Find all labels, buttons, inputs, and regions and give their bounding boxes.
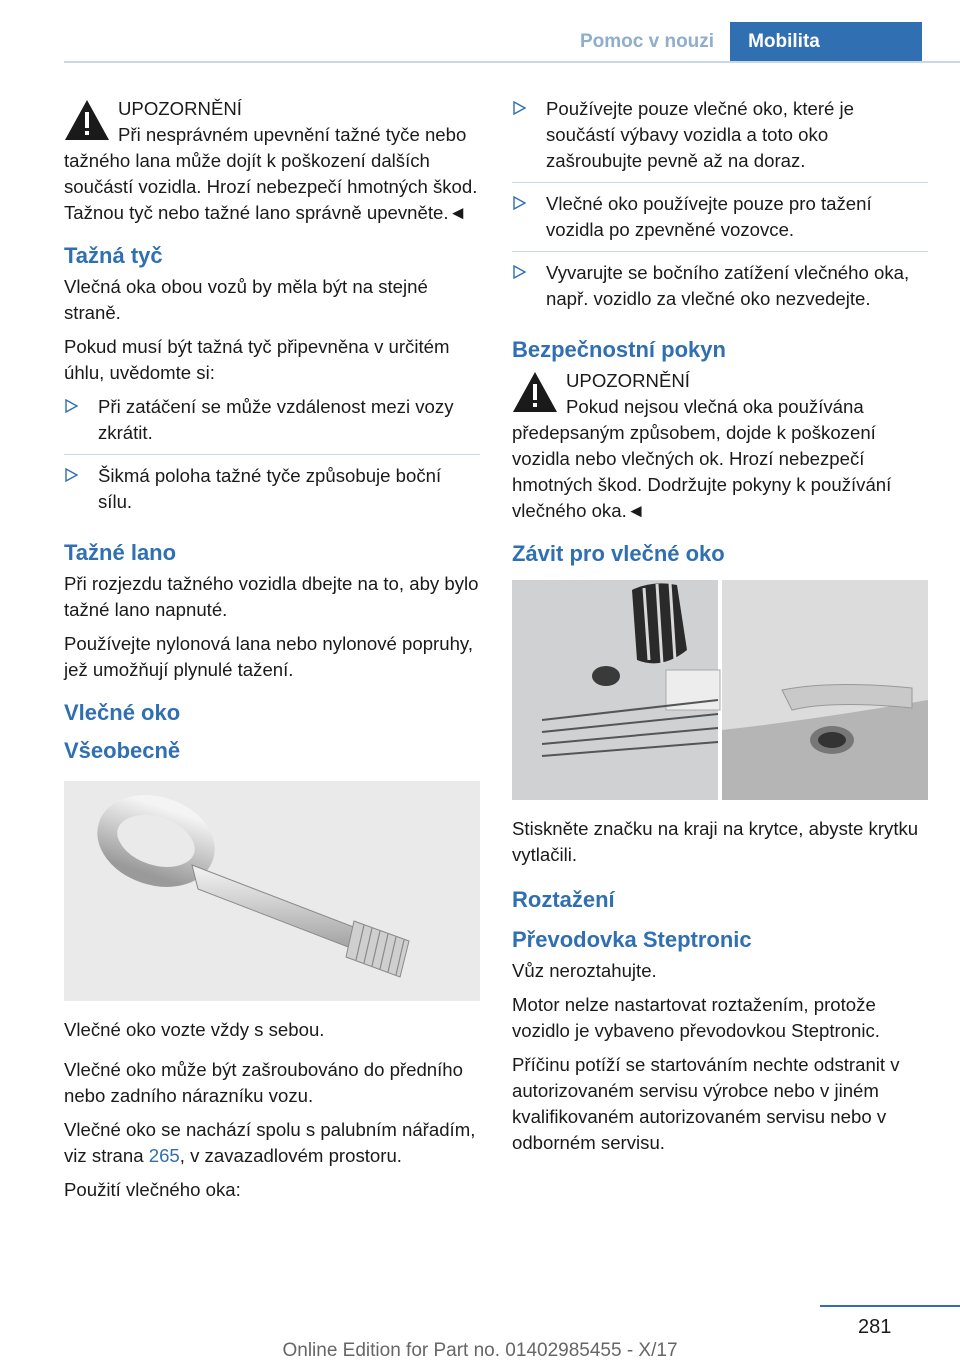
paragraph: Vůz neroztahujte.	[512, 960, 657, 981]
heading-thread: Závit pro vlečné oko	[512, 541, 725, 566]
subheading-steptronic: Převodovka Steptronic	[512, 927, 752, 952]
warning-text: Pokud nejsou vlečná oka používána předepsaným způsobem, dojde k poškození vozidla nebo vlečných ok. Hrozí nebezpečí hmotných škod. Dodržujte pokyny k používání vlečného oka.◄	[512, 396, 892, 521]
footer-divider	[820, 1305, 960, 1307]
warning-title: UPOZORNĚNÍ	[118, 98, 242, 119]
list-item: Používejte pouze vlečné oko, které je součástí výbavy vozidla a toto oko zašroubujte pevně až na doraz.	[512, 96, 928, 183]
list-item: Vyvarujte se bočního zatížení vlečného oka, např. vozidlo za vlečné oko nezvedejte.	[512, 260, 928, 320]
tab-chapter[interactable]: Mobilita	[730, 22, 922, 62]
warning-title: UPOZORNĚNÍ	[566, 370, 690, 391]
warning-box	[64, 96, 480, 226]
page-number: 281	[858, 1316, 892, 1338]
paragraph: Vlečné oko se nachází spolu s palubním nářadím, viz strana 265, v zavazadlovém prostoru.	[64, 1119, 476, 1166]
paragraph: Použití vlečného oka:	[64, 1179, 241, 1200]
heading-tow-start: Roztažení	[512, 887, 615, 912]
list-item: Při zatáčení se může vzdálenost mezi vozy zkrátit.	[64, 394, 480, 455]
paragraph: Při rozjezdu tažného vozidla dbejte na to, aby bylo tažné lano napnuté.	[64, 573, 479, 620]
header-divider	[64, 61, 960, 63]
paragraph: Příčinu potíží se startováním nechte odstranit v autorizovaném servisu výrobce nebo v jiném kvalifikovaném autorizovaném servisu nebo v odborném servisu.	[512, 1054, 900, 1153]
triangle-bullet-icon	[512, 265, 526, 279]
edition-note: Online Edition for Part no. 01402985455 - X/17	[282, 1340, 678, 1361]
warning-text: Při nesprávném upevnění tažné tyče nebo tažného lana může dojít k poškození dalších součástí vozidla. Hrozí nebezpečí hmotných škod. Tažnou tyč nebo tažné lano správně upevněte.◄	[64, 124, 478, 223]
right-column	[512, 96, 928, 1164]
page-link-265[interactable]: 265	[148, 1145, 180, 1166]
bullet-list	[512, 96, 928, 320]
bumper-photo	[512, 580, 928, 800]
bullet-list	[64, 394, 480, 523]
page-header	[560, 22, 922, 62]
heading-tow-bar: Tažná tyč	[64, 243, 163, 268]
paragraph: Vlečné oko může být zašroubováno do předního nebo zadního nárazníku vozu.	[64, 1059, 463, 1106]
warning-box	[512, 368, 928, 524]
tow-eye-figure	[64, 781, 480, 1001]
figure-caption: Stiskněte značku na kraji na krytce, abyste krytku vytlačili.	[512, 818, 919, 865]
tab-section[interactable]: Pomoc v nouzi	[560, 22, 730, 62]
triangle-bullet-icon	[64, 399, 78, 413]
warning-icon	[512, 370, 558, 414]
list-item: Šikmá poloha tažné tyče způsobuje boční sílu.	[64, 463, 480, 523]
bumper-figure	[512, 580, 928, 800]
subheading-general: Všeobecně	[64, 738, 181, 763]
warning-icon	[64, 98, 110, 142]
heading-tow-rope: Tažné lano	[64, 540, 177, 565]
paragraph: Používejte nylonová lana nebo nylonové popruhy, jež umožňují plynulé tažení.	[64, 633, 474, 680]
left-column	[64, 96, 480, 1211]
triangle-bullet-icon	[512, 196, 526, 210]
list-item: Vlečné oko používejte pouze pro tažení vozidla po zpevněné vozovce.	[512, 191, 928, 252]
paragraph: Motor nelze nastartovat roztažením, protože vozidlo je vybaveno převodovkou Steptronic.	[512, 994, 880, 1041]
triangle-bullet-icon	[64, 468, 78, 482]
heading-tow-eye: Vlečné oko	[64, 700, 181, 725]
triangle-bullet-icon	[512, 101, 526, 115]
paragraph: Pokud musí být tažná tyč připevněna v určitém úhlu, uvědomte si:	[64, 336, 450, 383]
paragraph: Vlečná oka obou vozů by měla být na stejné straně.	[64, 276, 428, 323]
figure-caption: Vlečné oko vozte vždy s sebou.	[64, 1019, 325, 1040]
heading-safety: Bezpečnostní pokyn	[512, 337, 726, 362]
tow-eye-illustration	[64, 781, 480, 1001]
